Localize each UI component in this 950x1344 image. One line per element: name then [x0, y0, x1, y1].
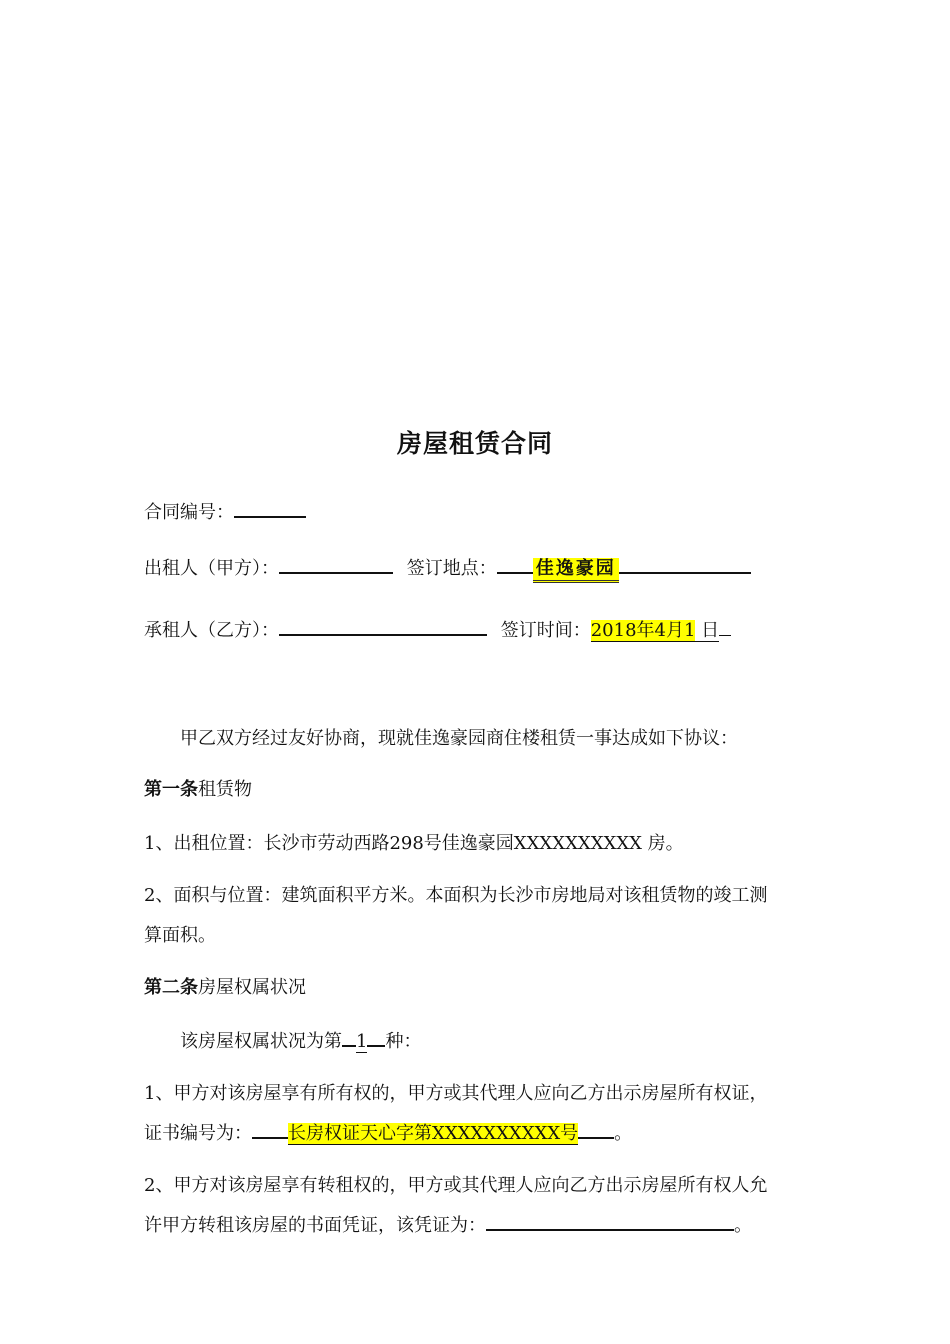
sign-place-label: 签订地点：	[406, 558, 497, 579]
article-1-item-2-line-1: 2、面积与位置：建筑面积平方米。本面积为长沙市房地局对该租赁物的竣工测	[144, 885, 768, 906]
ownership-blank-right	[367, 1041, 385, 1047]
sign-place-blank-left	[497, 568, 533, 574]
ownership-prefix: 该房屋权属状况为第	[180, 1031, 342, 1052]
contract-number-blank	[234, 512, 306, 518]
article-2-heading	[144, 977, 306, 999]
certificate-suffix: 。	[614, 1123, 633, 1144]
article-1-title: 租赁物	[198, 779, 252, 800]
article-1-item-2-line-2: 算面积。	[144, 925, 216, 946]
article-2-item-2-line-2	[144, 1215, 752, 1237]
article-2-title: 房屋权属状况	[198, 977, 306, 998]
contract-number-line	[144, 502, 306, 524]
document-title: 房屋租赁合同	[396, 429, 553, 458]
ownership-value: 1	[356, 1031, 368, 1052]
sign-time-day: 日	[695, 620, 720, 641]
article-1-number: 第一条	[144, 779, 198, 800]
lessor-line	[144, 558, 751, 583]
sign-time-label: 签订时间：	[500, 620, 591, 641]
ownership-line	[144, 1031, 421, 1053]
lessor-label: 出租人（甲方）：	[144, 558, 279, 579]
contract-number-label: 合同编号：	[144, 502, 234, 523]
sign-place-value: 佳逸豪园	[533, 558, 619, 583]
voucher-label: 许甲方转租该房屋的书面凭证，该凭证为：	[144, 1215, 486, 1236]
certificate-label: 证书编号为：	[144, 1123, 252, 1144]
sign-place-blank-right	[619, 568, 751, 574]
certificate-blank-right	[578, 1133, 614, 1139]
sign-time-value: 2018年4月1	[590, 620, 696, 641]
certificate-number: 长房权证天心字第XXXXXXXXXX号	[288, 1123, 579, 1144]
voucher-blank	[486, 1225, 734, 1231]
article-1-heading	[144, 779, 252, 801]
intro-paragraph: 甲乙双方经过友好协商，现就佳逸豪园商住楼租赁一事达成如下协议：	[180, 728, 738, 749]
certificate-blank-left	[252, 1133, 288, 1139]
article-1-item-1: 1、出租位置：长沙市劳动西路298号佳逸豪园XXXXXXXXXX 房。	[144, 833, 684, 854]
lessee-label: 承租人（乙方）：	[144, 620, 279, 641]
lessee-blank	[279, 630, 487, 636]
article-2-number: 第二条	[144, 977, 198, 998]
sign-time-underline-tail	[719, 635, 731, 636]
lessee-line	[144, 620, 731, 642]
lessor-blank	[279, 568, 393, 574]
ownership-blank-left	[342, 1041, 356, 1047]
article-2-item-1-line-1: 1、甲方对该房屋享有所有权的，甲方或其代理人应向乙方出示房屋所有权证，	[144, 1083, 768, 1104]
article-2-item-2-line-1: 2、甲方对该房屋享有转租权的，甲方或其代理人应向乙方出示房屋所有权人允	[144, 1175, 768, 1196]
voucher-suffix: 。	[734, 1215, 752, 1236]
article-2-item-1-line-2	[144, 1123, 632, 1145]
ownership-suffix: 种：	[385, 1031, 422, 1052]
